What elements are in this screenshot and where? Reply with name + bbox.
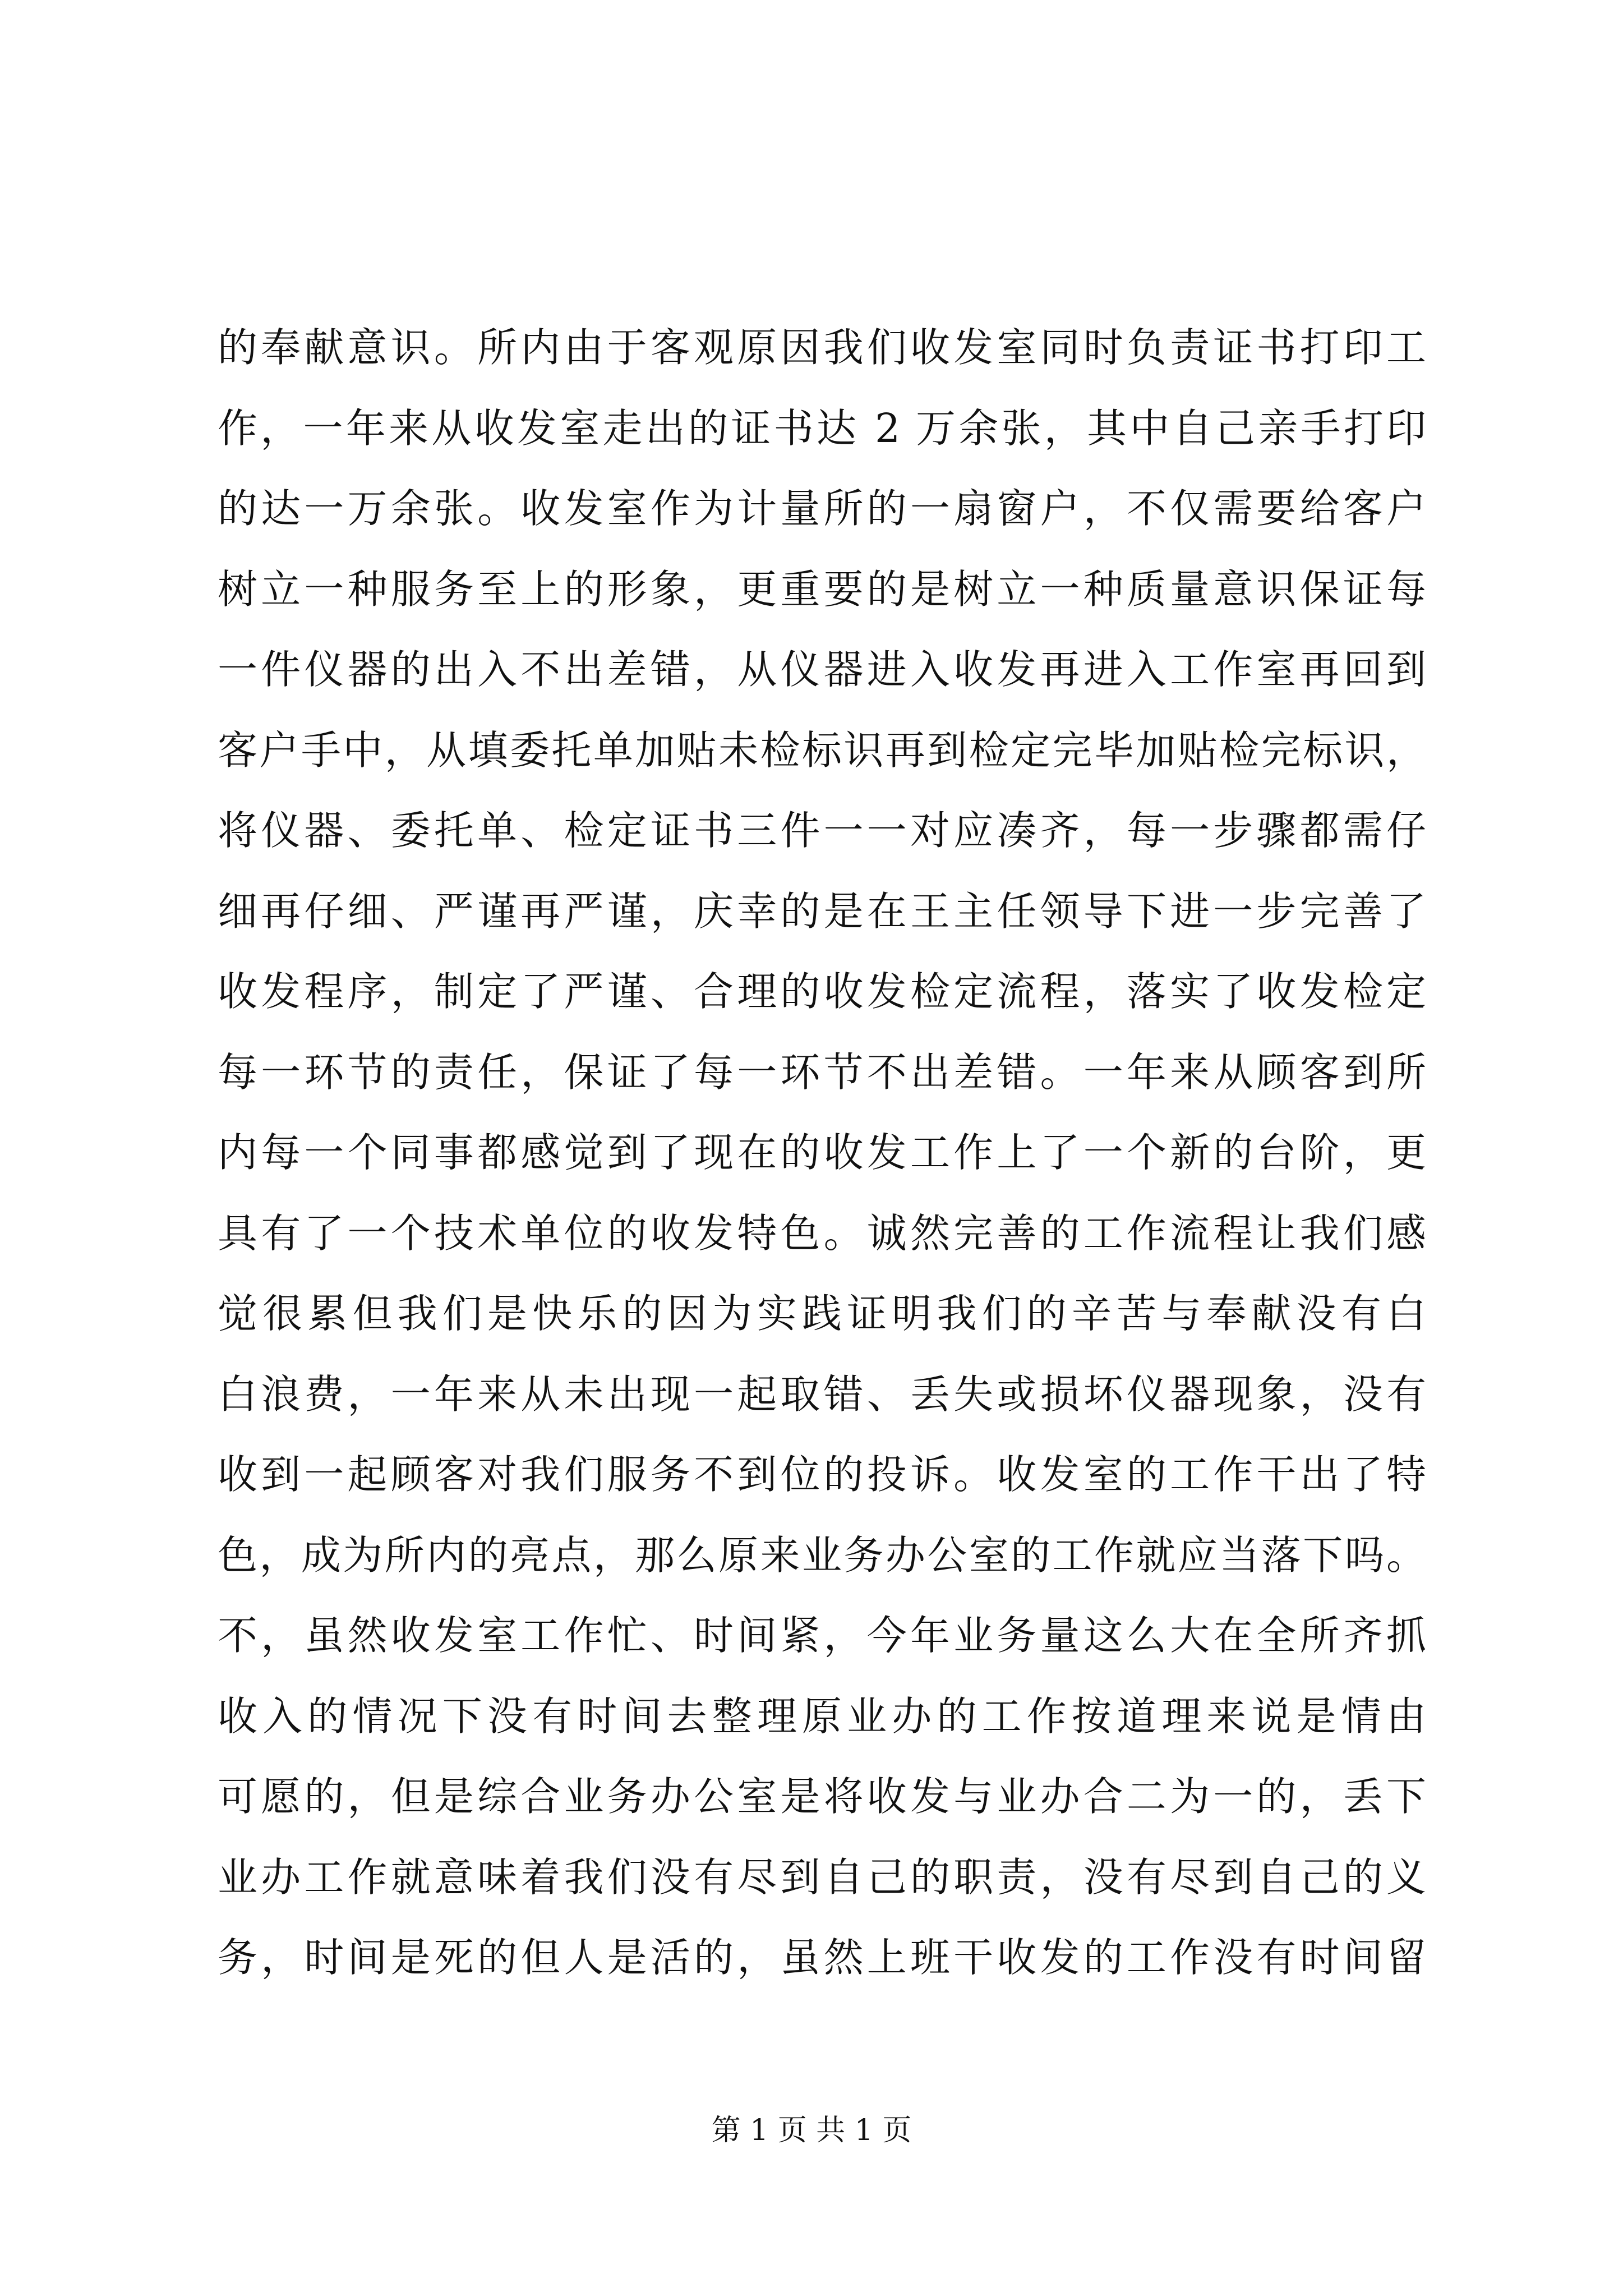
text-line: 内每一个同事都感觉到了现在的收发工作上了一个新的台阶，更 bbox=[218, 1129, 1426, 1176]
text-line: 具有了一个技术单位的收发特色。诚然完善的工作流程让我们感 bbox=[218, 1209, 1426, 1257]
text-line: 业办工作就意味着我们没有尽到自己的职责，没有尽到自己的义 bbox=[218, 1853, 1426, 1901]
text-line: 将仪器、委托单、检定证书三件一一对应凑齐，每一步骤都需仔 bbox=[218, 807, 1426, 854]
body-text bbox=[218, 307, 1426, 1998]
text-line: 收发程序，制定了严谨、合理的收发检定流程，落实了收发检定 bbox=[218, 968, 1426, 1015]
text-line: 的达一万余张。收发室作为计量所的一扇窗户，不仅需要给客户 bbox=[218, 485, 1426, 532]
text-line: 白浪费，一年来从未出现一起取错、丢失或损坏仪器现象，没有 bbox=[218, 1370, 1426, 1418]
text-line: 色，成为所内的亮点，那么原来业务办公室的工作就应当落下吗。 bbox=[218, 1531, 1426, 1579]
text-line: 客户手中，从填委托单加贴未检标识再到检定完毕加贴检完标识， bbox=[218, 726, 1426, 774]
text-line: 务，时间是死的但人是活的，虽然上班干收发的工作没有时间留 bbox=[218, 1934, 1426, 1981]
text-line: 觉很累但我们是快乐的因为实践证明我们的辛苦与奉献没有白 bbox=[218, 1290, 1426, 1337]
text-line: 的奉献意识。所内由于客观原因我们收发室同时负责证书打印工 bbox=[218, 324, 1426, 371]
text-line: 收到一起顾客对我们服务不到位的投诉。收发室的工作干出了特 bbox=[218, 1451, 1426, 1498]
text-line: 每一环节的责任，保证了每一环节不出差错。一年来从顾客到所 bbox=[218, 1048, 1426, 1096]
page-footer: 第 1 页 共 1 页 bbox=[711, 2114, 912, 2147]
text-line: 树立一种服务至上的形象，更重要的是树立一种质量意识保证每 bbox=[218, 565, 1426, 613]
text-line: 收入的情况下没有时间去整理原业办的工作按道理来说是情由 bbox=[218, 1692, 1426, 1740]
text-line: 作，一年来从收发室走出的证书达 2 万余张，其中自己亲手打印 bbox=[218, 404, 1426, 452]
text-line: 一件仪器的出入不出差错，从仪器进入收发再进入工作室再回到 bbox=[218, 646, 1426, 693]
text-line: 细再仔细、严谨再严谨，庆幸的是在王主任领导下进一步完善了 bbox=[218, 887, 1426, 935]
text-line: 可愿的，但是综合业务办公室是将收发与业办合二为一的，丢下 bbox=[218, 1773, 1426, 1820]
text-line: 不，虽然收发室工作忙、时间紧，今年业务量这么大在全所齐抓 bbox=[218, 1612, 1426, 1659]
